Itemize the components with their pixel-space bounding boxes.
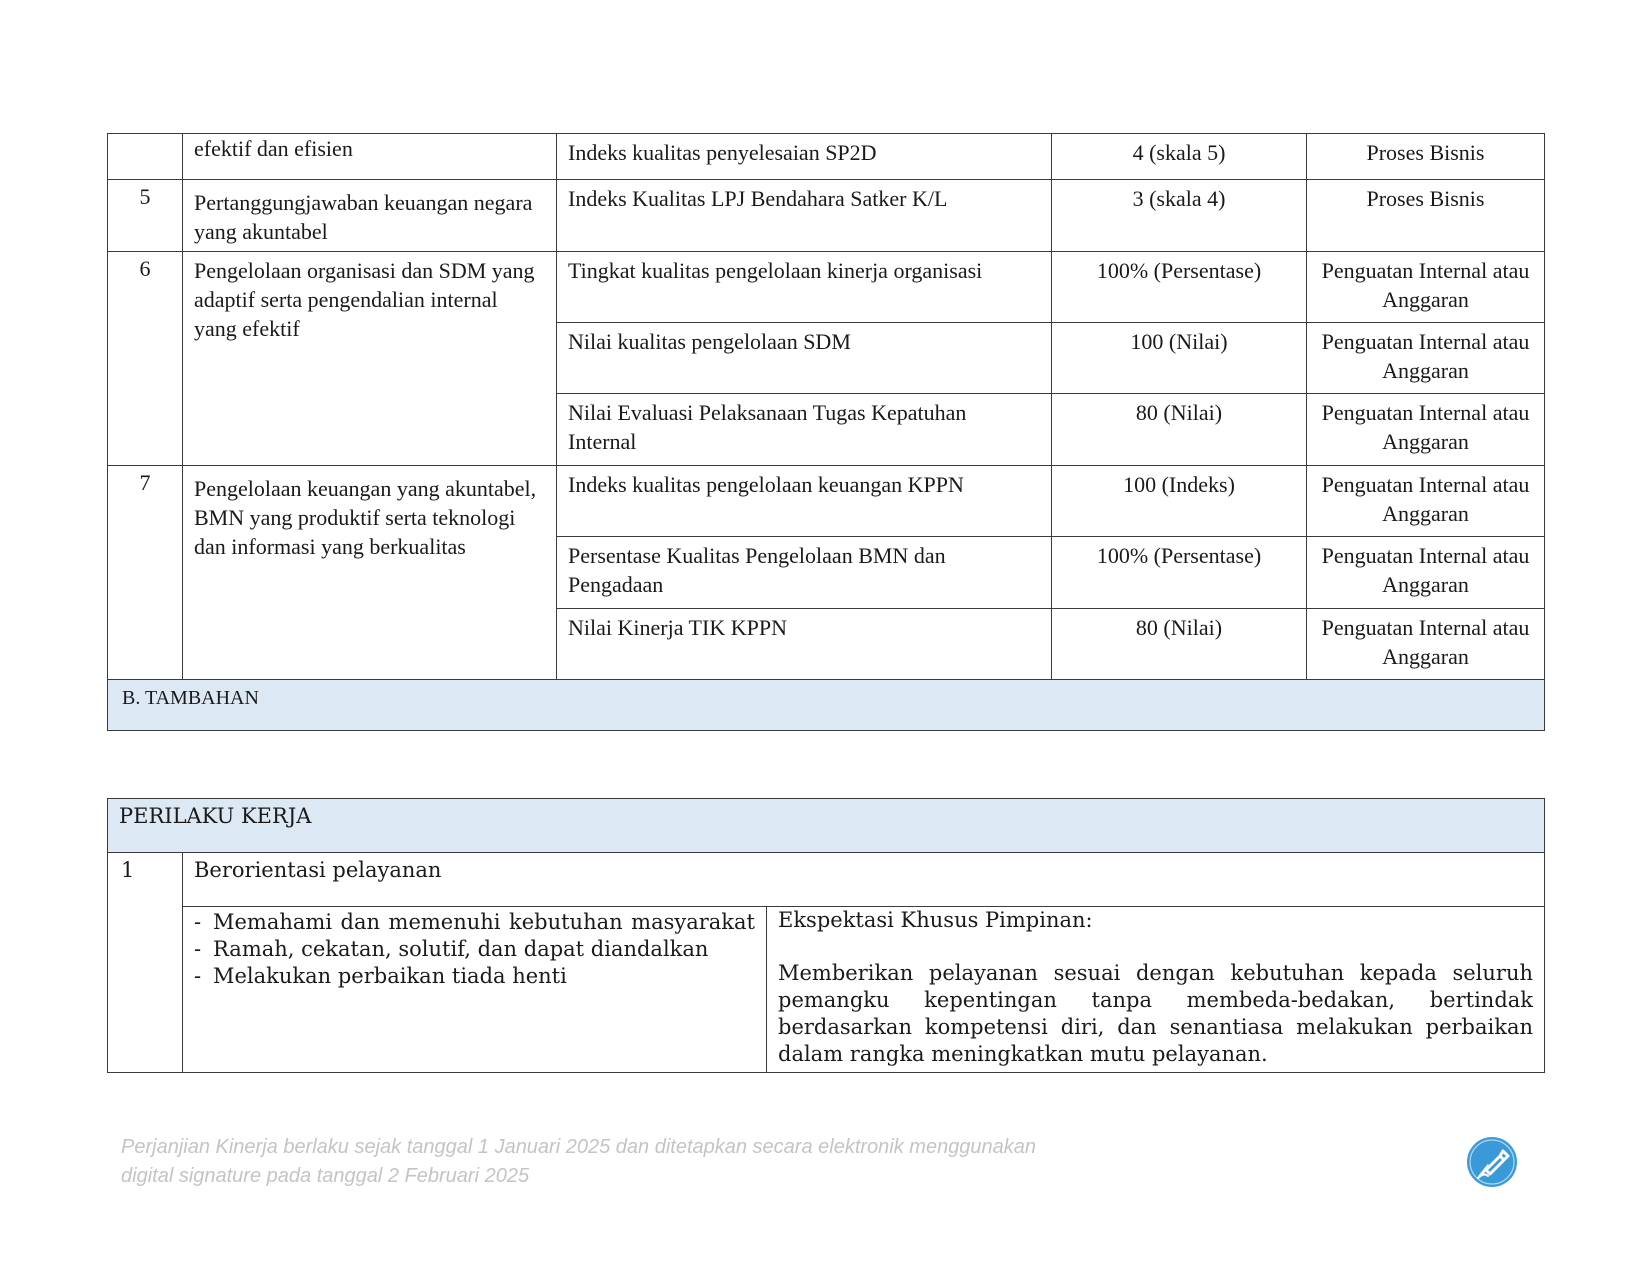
footer-note bbox=[121, 1133, 1121, 1191]
value-cell: 80 (Nilai) bbox=[1052, 609, 1307, 680]
table-row bbox=[108, 466, 1545, 537]
section-row bbox=[108, 680, 1545, 731]
work-behavior-table bbox=[107, 798, 1545, 1073]
perspective-cell: Penguatan Internal atau Anggaran bbox=[1307, 252, 1545, 323]
performance-indicator-table bbox=[107, 133, 1545, 731]
value-cell: 100 (Indeks) bbox=[1052, 466, 1307, 537]
row-number: 1 bbox=[108, 853, 183, 1073]
value-cell: 4 (skala 5) bbox=[1052, 134, 1307, 180]
indicator-cell: Persentase Kualitas Pengelolaan BMN dan Pengadaan bbox=[557, 537, 1052, 609]
behavior-list bbox=[194, 909, 755, 990]
indicator-cell: Indeks kualitas penyelesaian SP2D bbox=[557, 134, 1052, 180]
indicator-cell: Tingkat kualitas pengelolaan kinerja organisasi bbox=[557, 252, 1052, 323]
value-cell: 100 (Nilai) bbox=[1052, 323, 1307, 394]
row-number: 7 bbox=[108, 466, 183, 680]
perspective-cell: Penguatan Internal atau Anggaran bbox=[1307, 609, 1545, 680]
perspective-cell: Penguatan Internal atau Anggaran bbox=[1307, 394, 1545, 466]
expectation-cell bbox=[767, 907, 1545, 1073]
list-item: - Memahami dan memenuhi kebutuhan masyarakat bbox=[194, 909, 755, 936]
list-item: - Ramah, cekatan, solutif, dan dapat diandalkan bbox=[194, 936, 755, 963]
perspective-cell: Proses Bisnis bbox=[1307, 134, 1545, 180]
expectation-text: Memberikan pelayanan sesuai dengan kebutuhan kepada seluruh pemangku kepentingan tanpa membeda-bedakan, bertindak berdasarkan kompetensi diri, dan senantiasa melakukan perbaikan dalam rangka meningkatkan mutu pelayanan. bbox=[778, 961, 1534, 1066]
digital-signature-icon bbox=[1466, 1136, 1518, 1188]
behavior-items-cell bbox=[183, 907, 767, 1073]
value-cell: 100% (Persentase) bbox=[1052, 537, 1307, 609]
indicator-cell: Indeks Kualitas LPJ Bendahara Satker K/L bbox=[557, 180, 1052, 252]
value-cell: 3 (skala 4) bbox=[1052, 180, 1307, 252]
behavior-title-row bbox=[108, 853, 1545, 907]
target-cell: Pengelolaan keuangan yang akuntabel, BMN yang produktif serta teknologi dan informasi yang berkualitas bbox=[183, 466, 557, 680]
perspective-cell: Proses Bisnis bbox=[1307, 180, 1545, 252]
row-number: 6 bbox=[108, 252, 183, 466]
perspective-cell: Penguatan Internal atau Anggaran bbox=[1307, 323, 1545, 394]
target-cell: Pertanggungjawaban keuangan negara yang akuntabel bbox=[183, 180, 557, 252]
row-number bbox=[108, 134, 183, 180]
table-row bbox=[108, 252, 1545, 323]
table-row bbox=[108, 180, 1545, 252]
target-cell: Pengelolaan organisasi dan SDM yang adaptif serta pengendalian internal yang efektif bbox=[183, 252, 557, 466]
section-b-title: B. TAMBAHAN bbox=[108, 680, 1545, 731]
value-cell: 80 (Nilai) bbox=[1052, 394, 1307, 466]
perspective-cell: Penguatan Internal atau Anggaran bbox=[1307, 537, 1545, 609]
value-cell: 100% (Persentase) bbox=[1052, 252, 1307, 323]
target-cell: efektif dan efisien bbox=[183, 134, 557, 180]
perspective-cell: Penguatan Internal atau Anggaran bbox=[1307, 466, 1545, 537]
expectation-label: Ekspektasi Khusus Pimpinan: bbox=[778, 908, 1093, 932]
indicator-cell: Nilai kualitas pengelolaan SDM bbox=[557, 323, 1052, 394]
list-item: - Melakukan perbaikan tiada henti bbox=[194, 963, 755, 990]
indicator-cell: Nilai Kinerja TIK KPPN bbox=[557, 609, 1052, 680]
indicator-cell: Indeks kualitas pengelolaan keuangan KPPN bbox=[557, 466, 1052, 537]
indicator-cell: Nilai Evaluasi Pelaksanaan Tugas Kepatuhan Internal bbox=[557, 394, 1052, 466]
table-row bbox=[108, 134, 1545, 180]
behavior-title: Berorientasi pelayanan bbox=[183, 853, 1545, 907]
behavior-header: PERILAKU KERJA bbox=[108, 799, 1545, 853]
behavior-detail-row bbox=[108, 907, 1545, 1073]
footer-line: Perjanjian Kinerja berlaku sejak tanggal 1 Januari 2025 dan ditetapkan secara elektronik menggunakan bbox=[121, 1136, 1037, 1158]
footer-line: digital signature pada tanggal 2 Februari 2025 bbox=[121, 1165, 530, 1187]
behavior-header-row bbox=[108, 799, 1545, 853]
row-number: 5 bbox=[108, 180, 183, 252]
